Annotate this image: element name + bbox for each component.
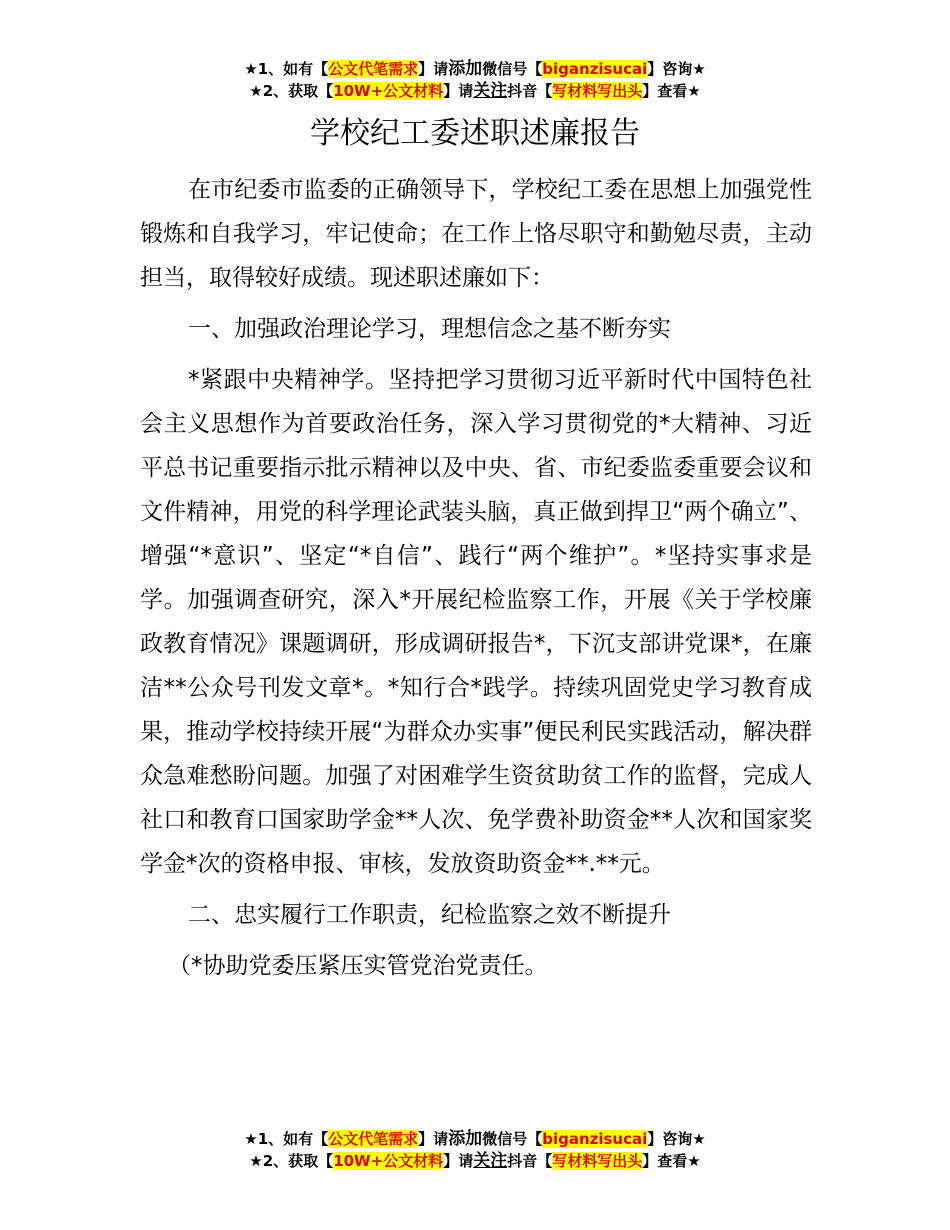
- promo-line-1: [0, 1128, 950, 1150]
- promo-text: 抖音【: [507, 82, 553, 100]
- promo-text: 】请: [418, 1130, 449, 1148]
- promo-text: 】咨询★: [647, 60, 706, 78]
- promo-text: 】请: [443, 1152, 474, 1170]
- promo-text: 】查看★: [642, 1152, 701, 1170]
- promo-highlight-douyin: 写材料写出头: [552, 1152, 643, 1170]
- promo-text: ★2、获取【: [249, 82, 334, 100]
- promo-line-1: [0, 58, 950, 80]
- promo-highlight-wechat: biganzisucai: [542, 60, 648, 78]
- footer-promo-banner: [0, 1128, 950, 1172]
- promo-text: 微信号【: [482, 60, 543, 78]
- section-heading-1: 一、加强政治理论学习，理想信念之基不断夯实: [188, 316, 671, 342]
- promo-text: ★1、如有【: [244, 1130, 329, 1148]
- promo-text: 抖音【: [507, 1152, 553, 1170]
- promo-emphasis: 添加: [448, 59, 483, 79]
- promo-text: 】咨询★: [647, 1130, 706, 1148]
- promo-line-2: [0, 1150, 950, 1172]
- document-body: [140, 168, 812, 995]
- document-title: 学校纪工委述职述廉报告: [310, 116, 640, 151]
- promo-emphasis: 关注: [473, 81, 508, 101]
- promo-line-2: [0, 80, 950, 102]
- promo-emphasis: 添加: [448, 1129, 483, 1149]
- body-paragraph: *紧跟中央精神学。坚持把学习贯彻习近平新时代中国特色社会主义思想作为首要政治任务，深入学习贯彻党的*大精神、习近平总书记重要指示批示精神以及中央、省、市纪委监委重要会议和文件精神，用党的科学理论武装头脑，真正做到捍卫“两个确立”、增强“*意识”、坚定“*自信”、践行“两个维护”。*坚持实事求是学。加强调查研究，深入*开展纪检监察工作，开展《关于学校廉政教育情况》课题调研，形成调研报告*，下沉支部讲党课*，在廉洁**公众号刊发文章*。*知行合*践学。持续巩固党史学习教育成果，推动学校持续开展“为群众办实事”便民利民实践活动，解决群众急难愁盼问题。加强了对困难学生资贫助贫工作的监督，完成人社口和教育口国家助学金**人次、免学费补助资金**人次和国家奖学金*次的资格申报、审核，发放资助资金**.**元。: [140, 367, 812, 877]
- intro-paragraph: 在市纪委市监委的正确领导下，学校纪工委在思想上加强党性锻炼和自我学习，牢记使命；在工作上恪尽职守和勤勉尽责，主动担当，取得较好成绩。现述职述廉如下：: [140, 177, 812, 291]
- body-paragraph-partial: （*协助党委压紧压实管党治党责任。: [168, 953, 548, 979]
- promo-highlight-douyin: 写材料写出头: [552, 82, 643, 100]
- promo-text: 】查看★: [642, 82, 701, 100]
- promo-text: 微信号【: [482, 1130, 543, 1148]
- promo-highlight-wechat: biganzisucai: [542, 1130, 648, 1148]
- promo-highlight: 公文代笔需求: [328, 1130, 419, 1148]
- header-promo-banner: [0, 58, 950, 102]
- promo-text: 】请: [418, 60, 449, 78]
- promo-text: ★1、如有【: [244, 60, 329, 78]
- promo-highlight: 10W+公文材料: [333, 82, 444, 100]
- promo-text: 】请: [443, 82, 474, 100]
- section-heading-2: 二、忠实履行工作职责，纪检监察之效不断提升: [188, 902, 671, 928]
- promo-emphasis: 关注: [473, 1151, 508, 1171]
- promo-highlight: 10W+公文材料: [333, 1152, 444, 1170]
- promo-highlight: 公文代笔需求: [328, 60, 419, 78]
- promo-text: ★2、获取【: [249, 1152, 334, 1170]
